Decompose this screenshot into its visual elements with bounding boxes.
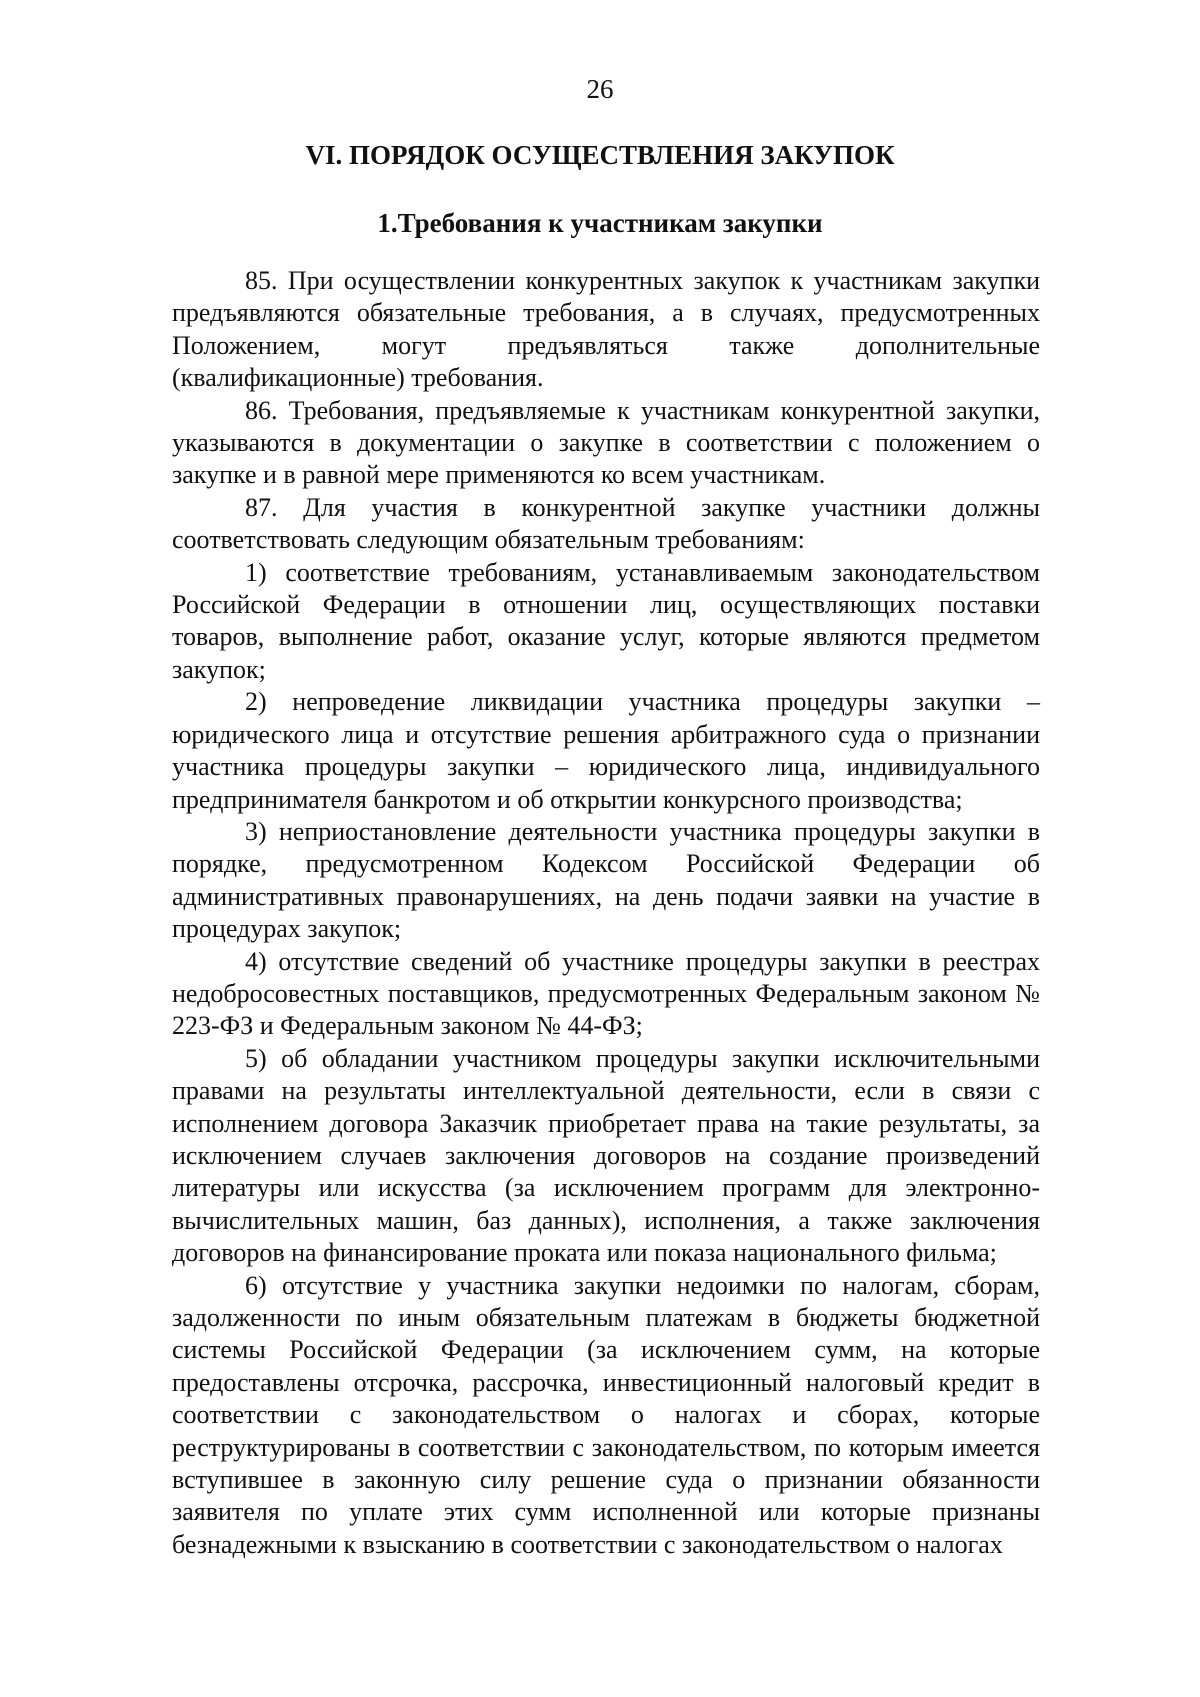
document-body: [172, 265, 1040, 1561]
list-item-5: 5) об обладании участником процедуры закупки исключительными правами на результаты интеллектуальной деятельности, если в связи с исполнением договора Заказчик приобретает права на такие результаты, за исключением случаев заключения договоров на создание произведений литературы или искусства (за исключением программ для электронно-вычислительных машин, баз данных), исполнения, а также заключения договоров на финансирование проката или показа национального фильма;: [172, 1043, 1040, 1268]
paragraph-86: 86. Требования, предъявляемые к участникам конкурентной закупки, указываются в документации о закупке в соответствии с положением о закупке и в равной мере применяются ко всем участникам.: [172, 395, 1040, 490]
list-item-6: 6) отсутствие у участника закупки недоимки по налогам, сборам, задолженности по иным обязательным платежам в бюджеты бюджетной системы Российской Федерации (за исключением сумм, на которые предоставлены отсрочка, рассрочка, инвестиционный налоговый кредит в соответствии с законодательством о налогах и сборах, которые реструктурированы в соответствии с законодательством, по которым имеется вступившее в законную силу решение суда о признании обязанности заявителя по уплате этих сумм исполненной или которые признаны безнадежными к взысканию в соответствии с законодательством о налогах: [172, 1270, 1040, 1559]
paragraph-87: 87. Для участия в конкурентной закупке участники должны соответствовать следующим обязательным требованиям:: [172, 492, 1040, 555]
list-item-4: 4) отсутствие сведений об участнике процедуры закупки в реестрах недобросовестных поставщиков, предусмотренных Федеральным законом № 223-ФЗ и Федеральным законом № 44-ФЗ;: [172, 946, 1040, 1041]
list-item-3: 3) неприостановление деятельности участника процедуры закупки в порядке, предусмотренном Кодексом Российской Федерации об административных правонарушениях, на день подачи заявки на участие в процедурах закупок;: [172, 816, 1040, 944]
list-item-1: 1) соответствие требованиям, устанавливаемым законодательством Российской Федерации в отношении лиц, осуществляющих поставки товаров, выполнение работ, оказание услуг, которые являются предметом закупок;: [172, 557, 1040, 684]
list-item-2: 2) непроведение ликвидации участника процедуры закупки – юридического лица и отсутствие решения арбитражного суда о признании участника процедуры закупки – юридического лица, индивидуального предпринимателя банкротом и об открытии конкурсного производства;: [172, 687, 1040, 814]
page-number: 26: [586, 74, 614, 104]
paragraph-85: 85. При осуществлении конкурентных закупок к участникам закупки предъявляются обязательные требования, а в случаях, предусмотренных Положением, могут предъявляться также дополнительные (квалификационные) требования.: [172, 266, 1040, 393]
section-title: VI. ПОРЯДОК ОСУЩЕСТВЛЕНИЯ ЗАКУПОК: [305, 140, 895, 170]
subsection-title: 1.Требования к участникам закупки: [377, 208, 823, 238]
